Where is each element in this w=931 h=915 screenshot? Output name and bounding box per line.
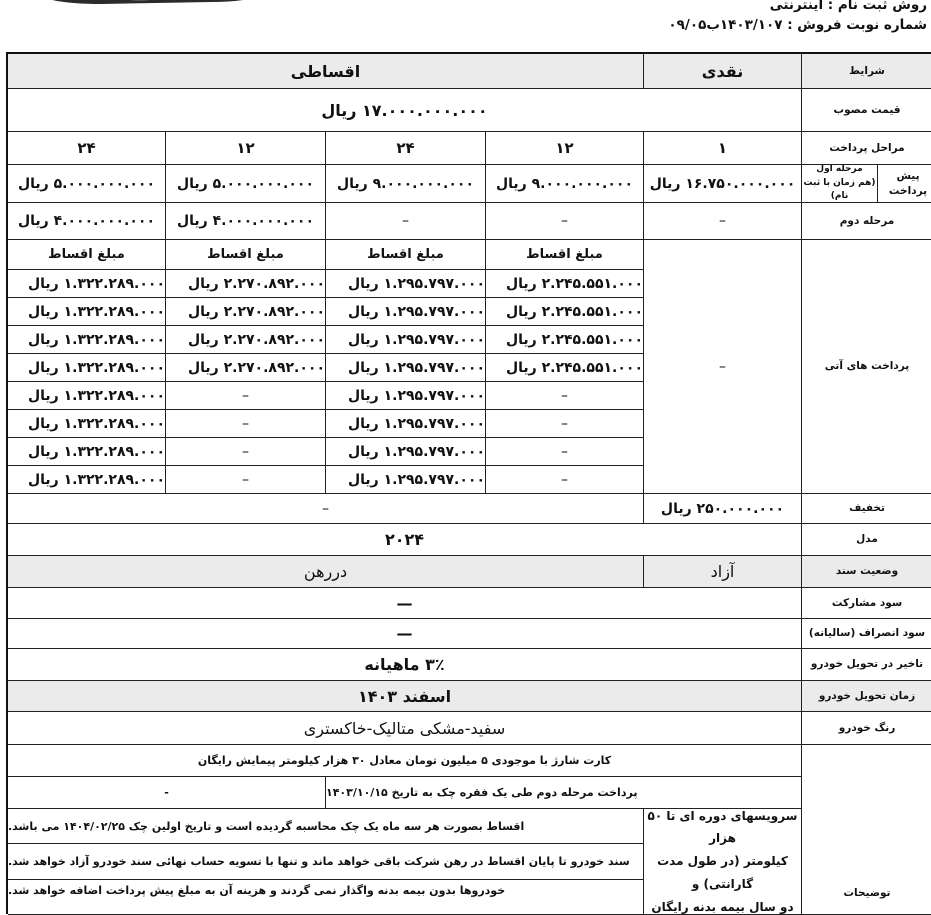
installment-amount-24b-5: ۱.۳۲۲.۲۸۹.۰۰۰ ریال	[8, 382, 166, 410]
sale-round-number: شماره نوبت فروش : ۱۴۰۳/۱۰۷ب۰۹/۰۵	[668, 17, 927, 33]
installment-amount-24-3: ۱.۲۹۵.۷۹۷.۰۰۰ ریال	[326, 326, 486, 354]
label-document-status: وضعیت سند	[802, 556, 931, 588]
label-delivery-time: زمان تحویل خودرو	[802, 681, 931, 712]
installment-amount-24-4: ۱.۲۹۵.۷۹۷.۰۰۰ ریال	[326, 354, 486, 382]
stage-two-12: –	[486, 203, 644, 240]
discount-cash: ۲۵۰.۰۰۰.۰۰۰ ریال	[644, 494, 802, 524]
stage-one-cash: ۱۶.۷۵۰.۰۰۰.۰۰۰ ریال	[644, 165, 802, 203]
sales-conditions-table	[6, 52, 931, 914]
label-payment-stages: مراحل پرداخت	[802, 132, 931, 165]
stage-two-24: –	[326, 203, 486, 240]
stage-two-12b: ۴.۰۰۰.۰۰۰.۰۰۰ ریال	[166, 203, 326, 240]
cancellation-profit-value: —	[8, 619, 802, 649]
installment-amount-12-8: –	[486, 466, 644, 494]
installment-amount-24b-1: ۱.۳۲۲.۲۸۹.۰۰۰ ریال	[8, 270, 166, 298]
stage-one-12b: ۵.۰۰۰.۰۰۰.۰۰۰ ریال	[166, 165, 326, 203]
installment-amount-12-1: ۲.۲۴۵.۵۵۱.۰۰۰ ریال	[486, 270, 644, 298]
installment-amount-12b-2: ۲.۲۷۰.۸۹۲.۰۰۰ ریال	[166, 298, 326, 326]
installment-header-12b: مبلغ اقساط	[166, 240, 326, 270]
document-status-cash: آزاد	[644, 556, 802, 588]
label-descriptions: توضیحات	[802, 745, 931, 915]
stage-count-24: ۲۴	[326, 132, 486, 165]
partnership-profit-value: —	[8, 588, 802, 619]
delivery-delay-value: ۳٪ ماهیانه	[8, 649, 802, 681]
installment-header-12: مبلغ اقساط	[486, 240, 644, 270]
note-charge-card: کارت شارژ با موجودی ۵ میلیون تومان معادل ۳۰ هزار کیلومتر پیمایش رایگان	[8, 745, 802, 777]
note-mortgage: سند خودرو تا پایان اقساط در رهن شرکت باقی خواهد ماند و تنها با تسویه حساب نهائی سند خودرو آزاد خواهد شد.	[8, 844, 644, 880]
label-car-color: رنگ خودرو	[802, 712, 931, 745]
installment-amount-24b-7: ۱.۳۲۲.۲۸۹.۰۰۰ ریال	[8, 438, 166, 466]
document-status-installment: دررهن	[8, 556, 644, 588]
condition-installment: اقساطی	[8, 54, 644, 89]
stage-one-title: مرحله اول	[816, 165, 863, 175]
installment-amount-12-5: –	[486, 382, 644, 410]
future-payments-cash: –	[644, 240, 802, 494]
delivery-time-value: اسفند ۱۴۰۳	[8, 681, 802, 712]
note-stage-two-cash: -	[8, 777, 326, 809]
discount-installment: –	[8, 494, 644, 524]
installment-amount-24-5: ۱.۲۹۵.۷۹۷.۰۰۰ ریال	[326, 382, 486, 410]
condition-cash: نقدی	[644, 54, 802, 89]
note-stage-two-check: پرداخت مرحله دوم طی یک فقره چک به تاریخ ۱۴۰۳/۱۰/۱۵	[326, 777, 802, 809]
installment-amount-12b-3: ۲.۲۷۰.۸۹۲.۰۰۰ ریال	[166, 326, 326, 354]
installment-header-24: مبلغ اقساط	[326, 240, 486, 270]
services-line-2: کیلومتر (در طول مدت گارانتی) و	[657, 854, 788, 891]
installment-amount-12-7: –	[486, 438, 644, 466]
note-insurance: خودروها بدون بیمه بدنه واگذار نمی گردند و هزینه آن به مبلغ پیش پرداخت اضافه خواهد شد.	[8, 880, 644, 915]
model-value: ۲۰۲۴	[8, 524, 802, 556]
installment-amount-12b-6: –	[166, 410, 326, 438]
label-model: مدل	[802, 524, 931, 556]
installment-amount-12-3: ۲.۲۴۵.۵۵۱.۰۰۰ ریال	[486, 326, 644, 354]
installment-header-24b: مبلغ اقساط	[8, 240, 166, 270]
installment-amount-12-6: –	[486, 410, 644, 438]
installment-amount-24b-2: ۱.۳۲۲.۲۸۹.۰۰۰ ریال	[8, 298, 166, 326]
installment-amount-12b-4: ۲.۲۷۰.۸۹۲.۰۰۰ ریال	[166, 354, 326, 382]
installment-amount-24b-8: ۱.۳۲۲.۲۸۹.۰۰۰ ریال	[8, 466, 166, 494]
installment-amount-24b-6: ۱.۳۲۲.۲۸۹.۰۰۰ ریال	[8, 410, 166, 438]
installment-amount-12b-1: ۲.۲۷۰.۸۹۲.۰۰۰ ریال	[166, 270, 326, 298]
services-line-3: دو سال بیمه بدنه رایگان	[651, 899, 794, 914]
stage-one-12: ۹.۰۰۰.۰۰۰.۰۰۰ ریال	[486, 165, 644, 203]
note-installments: اقساط بصورت هر سه ماه یک چک محاسبه گردیده است و تاریخ اولین چک ۱۴۰۴/۰۲/۲۵ می باشد.	[8, 809, 644, 844]
stage-one-24b: ۵.۰۰۰.۰۰۰.۰۰۰ ریال	[8, 165, 166, 203]
label-stage-one	[802, 165, 878, 203]
stage-count-24b: ۲۴	[8, 132, 166, 165]
label-stage-two: مرحله دوم	[802, 203, 931, 240]
stage-count-12: ۱۲	[486, 132, 644, 165]
label-approved-price: قیمت مصوب	[802, 89, 931, 132]
stage-count-12b: ۱۲	[166, 132, 326, 165]
installment-amount-12-2: ۲.۲۴۵.۵۵۱.۰۰۰ ریال	[486, 298, 644, 326]
note-services	[644, 809, 802, 915]
label-conditions: شرایط	[802, 54, 931, 89]
car-color-value: سفید-مشکی متالیک-خاکستری	[8, 712, 802, 745]
stage-one-subtitle: (هم زمان با ثبت نام)	[803, 177, 876, 202]
installment-amount-12b-5: –	[166, 382, 326, 410]
car-image	[22, 0, 284, 16]
label-future-payments: پرداخت های آتی	[802, 240, 931, 494]
installment-amount-24b-3: ۱.۳۲۲.۲۸۹.۰۰۰ ریال	[8, 326, 166, 354]
registration-method: روش ثبت نام : اینترنتی	[769, 0, 927, 13]
stage-two-24b: ۴.۰۰۰.۰۰۰.۰۰۰ ریال	[8, 203, 166, 240]
stage-two-cash: –	[644, 203, 802, 240]
label-partnership-profit: سود مشارکت	[802, 588, 931, 619]
label-discount: تخفیف	[802, 494, 931, 524]
installment-amount-24-8: ۱.۲۹۵.۷۹۷.۰۰۰ ریال	[326, 466, 486, 494]
services-line-1: سرویسهای دوره ای تا ۵۰ هزار	[647, 809, 798, 846]
approved-price-value: ۱۷.۰۰۰.۰۰۰.۰۰۰ ریال	[8, 89, 802, 132]
installment-amount-24-1: ۱.۲۹۵.۷۹۷.۰۰۰ ریال	[326, 270, 486, 298]
label-delivery-delay: تاخیر در تحویل خودرو	[802, 649, 931, 681]
label-prepayment: پیش پرداخت	[878, 165, 931, 203]
stage-count-cash: ۱	[644, 132, 802, 165]
label-cancellation-profit: سود انصراف (سالیانه)	[802, 619, 931, 649]
installment-amount-12b-7: –	[166, 438, 326, 466]
installment-amount-24b-4: ۱.۳۲۲.۲۸۹.۰۰۰ ریال	[8, 354, 166, 382]
installment-amount-24-6: ۱.۲۹۵.۷۹۷.۰۰۰ ریال	[326, 410, 486, 438]
installment-amount-12b-8: –	[166, 466, 326, 494]
installment-amount-24-2: ۱.۲۹۵.۷۹۷.۰۰۰ ریال	[326, 298, 486, 326]
installment-amount-24-7: ۱.۲۹۵.۷۹۷.۰۰۰ ریال	[326, 438, 486, 466]
installment-amount-12-4: ۲.۲۴۵.۵۵۱.۰۰۰ ریال	[486, 354, 644, 382]
stage-one-24: ۹.۰۰۰.۰۰۰.۰۰۰ ریال	[326, 165, 486, 203]
